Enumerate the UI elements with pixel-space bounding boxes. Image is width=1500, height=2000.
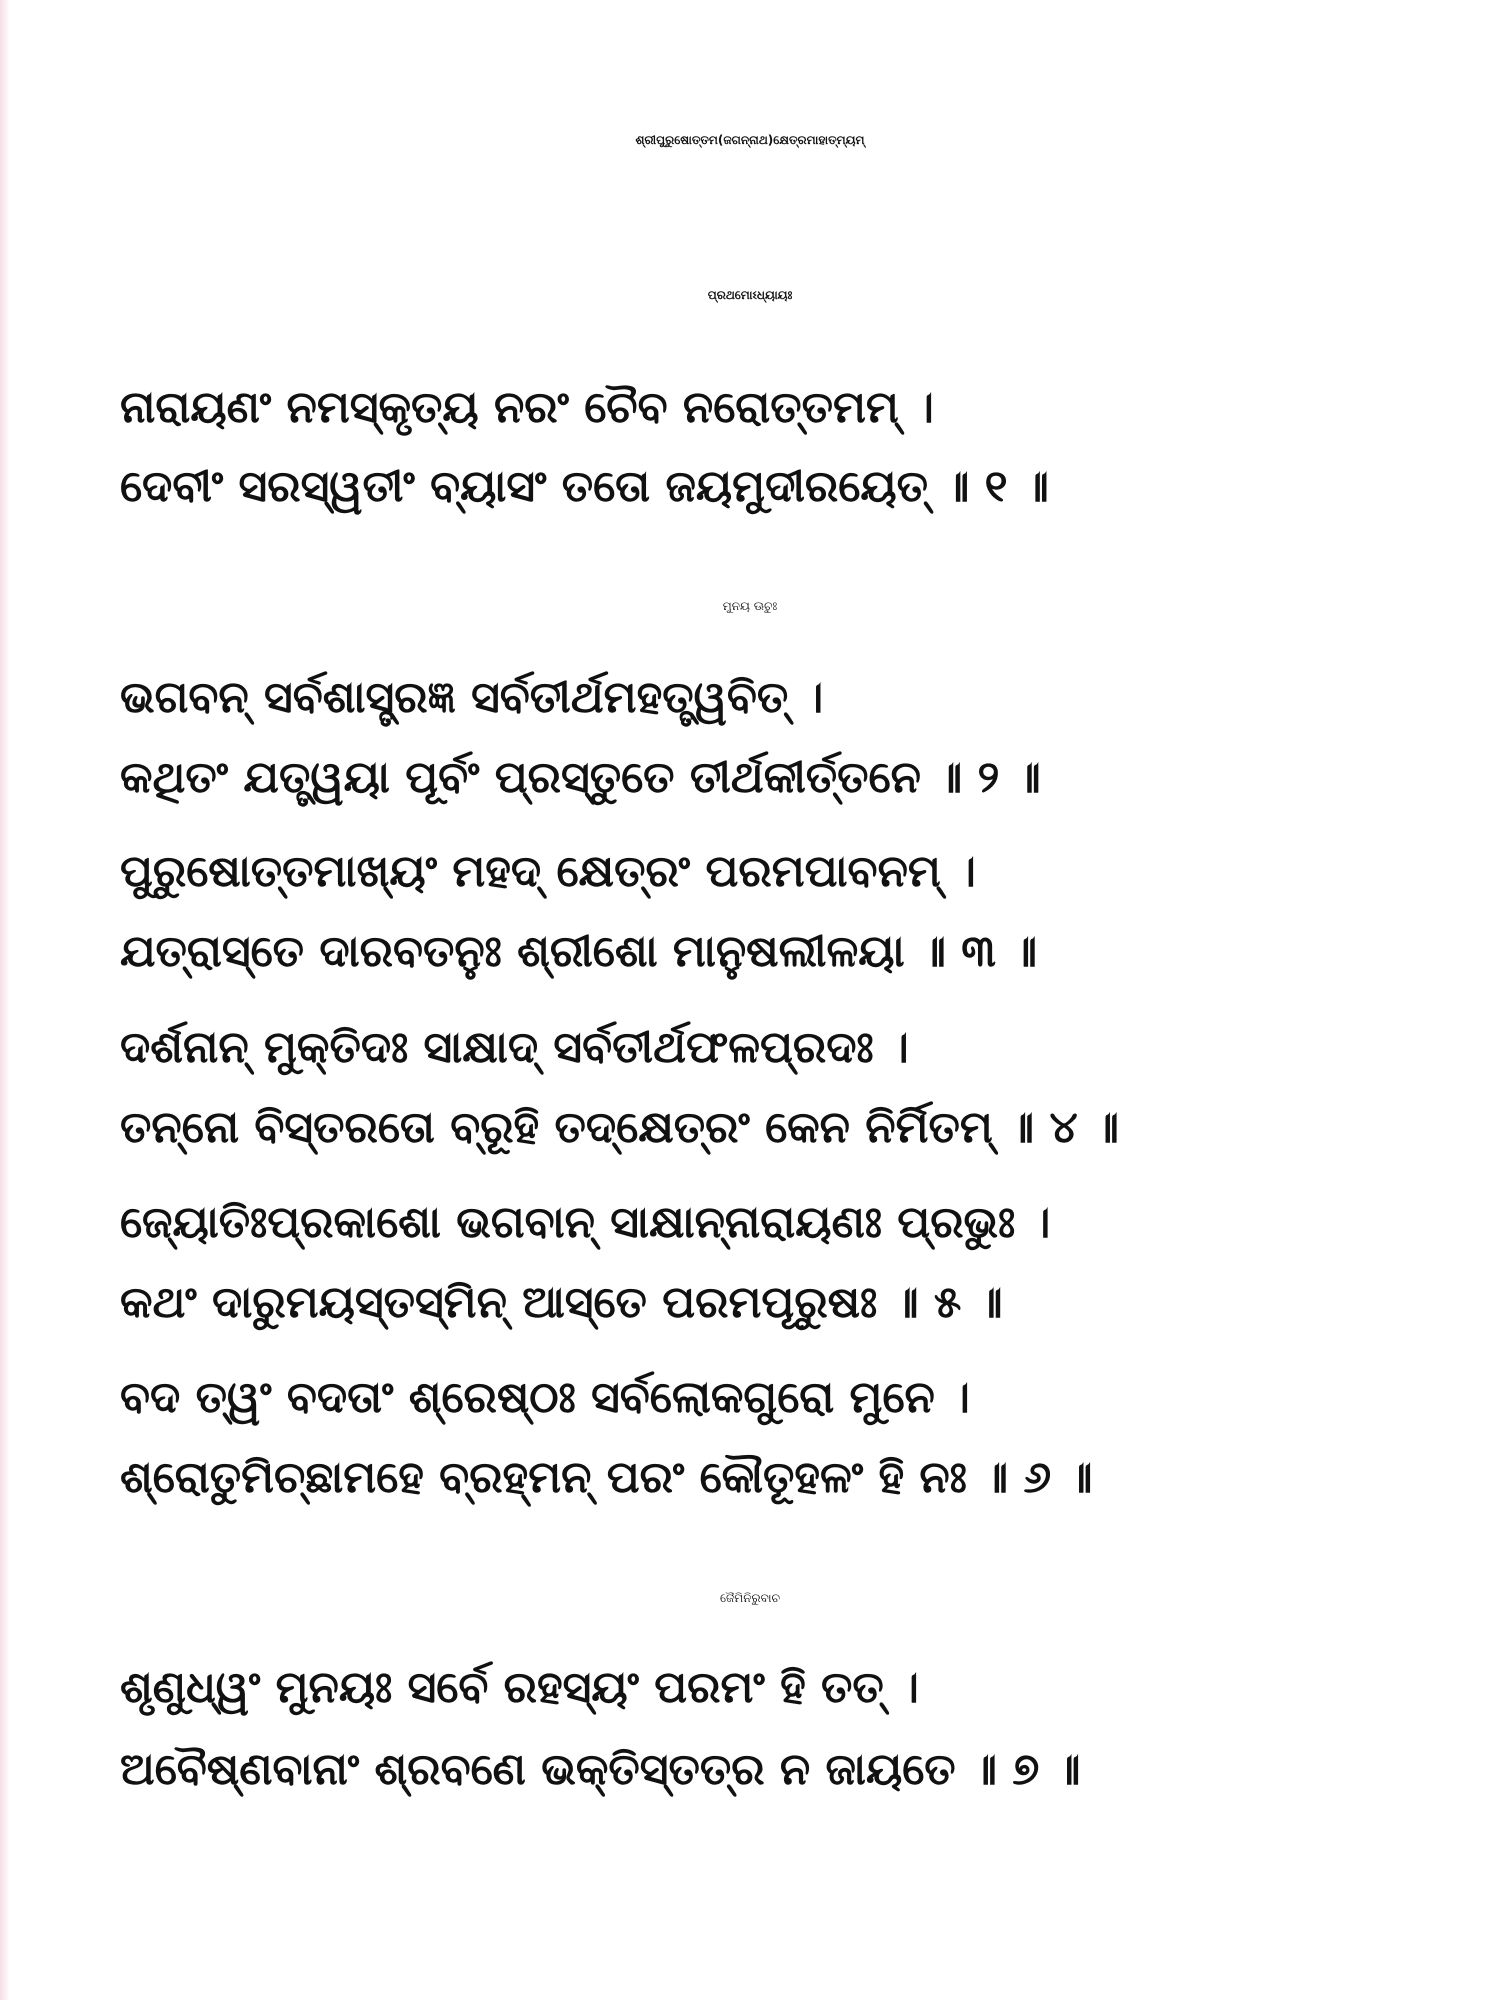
verse-6-line-1: ବଦ ତ୍ୱଂ ବଦତାଂ ଶ୍ରେଷ୍ଠଃ ସର୍ବଲୋକଗୁରୋ ମୁନେ । bbox=[120, 1372, 970, 1423]
page-title: ଶ୍ରୀପୁରୁଷୋତ୍ତମ(ଜଗନ୍ନାଥ)କ୍ଷେତ୍ରମାହାତ୍ମ୍ୟମ୍ bbox=[635, 133, 865, 147]
verse-4-line-2: ତନ୍ନୋ ବିସ୍ତରତୋ ବ୍ରୂହି ତଦ୍‌କ୍ଷେତ୍ରଂ କେନ ନିର୍ମିତମ୍ ॥ ୪ ॥ bbox=[120, 1102, 1119, 1153]
verse-5-line-2: କଥଂ ଦାରୁମୟସ୍ତସ୍ମିନ୍ ଆସ୍ତେ ପରମପୂରୁଷଃ ॥ ୫ ॥ bbox=[120, 1277, 1003, 1328]
verse-2-line-2: କଥିତଂ ଯତ୍ତ୍ୱୟା ପୂର୍ବଂ ପ୍ରସ୍ତୁତେ ତୀର୍ଥକୀର୍ତ୍ତନେ ॥ ୨ ॥ bbox=[120, 752, 1041, 803]
verse-4-line-1: ଦର୍ଶନାନ୍ ମୁକ୍ତିଦଃ ସାକ୍ଷାଦ୍ ସର୍ବତୀର୍ଥଫଳପ୍ରଦଃ । bbox=[120, 1022, 909, 1073]
verse-3-line-1: ପୁରୁଷୋତ୍ତମାଖ୍ୟଂ ମହଦ୍ କ୍ଷେତ୍ରଂ ପରମପାବନମ୍ । bbox=[120, 846, 976, 897]
verse-5-line-1: ଜ୍ୟୋତିଃପ୍ରକାଶୋ ଭଗବାନ୍ ସାକ୍ଷାନ୍ନାରାୟଣଃ ପ୍ରଭୁଃ । bbox=[120, 1197, 1051, 1248]
speaker-heading-jaimini: ଜୈମିନିରୁବାଚ bbox=[719, 1591, 781, 1605]
verse-7-line-1: ଶୃଣୁଧ୍ୱଂ ମୁନୟଃ ସର୍ବେ ରହସ୍ୟଂ ପରମଂ ହି ତତ୍ । bbox=[120, 1662, 919, 1713]
verse-2-line-1: ଭଗବନ୍ ସର୍ବଶାସ୍ତ୍ରଜ୍ଞ ସର୍ବତୀର୍ଥମହତ୍ତ୍ୱବିତ୍ । bbox=[120, 672, 824, 723]
chapter-heading: ପ୍ରଥମୋଽଧ୍ୟାୟଃ bbox=[707, 288, 793, 302]
verse-1-line-1: ନାରାୟଣଂ ନମସ୍କୃତ୍ୟ ନରଂ ଚୈବ ନରୋତ୍ତମମ୍ । bbox=[120, 382, 934, 433]
verse-3-line-2: ଯତ୍ରାସ୍ତେ ଦାରବତନୁଃ ଶ୍ରୀଶୋ ମାନୁଷଲୀଳୟା ॥ ୩ ॥ bbox=[120, 926, 1038, 977]
speaker-heading-sages: ମୁନୟ ଊଚୁଃ bbox=[722, 599, 778, 613]
verse-6-line-2: ଶ୍ରୋତୁମିଚ୍ଛାମହେ ବ୍ରହ୍ମନ୍ ପରଂ କୌତୂହଳଂ ହି ନଃ ॥ ୬ ॥ bbox=[120, 1452, 1093, 1503]
verse-1-line-2: ଦେବୀଂ ସରସ୍ୱତୀଂ ବ୍ୟାସଂ ତତୋ ଜୟମୁଦୀରୟେତ୍ ॥ ୧ ॥ bbox=[120, 461, 1049, 512]
verse-7-line-2: ଅବୈଷ୍ଣବାନାଂ ଶ୍ରବଣେ ଭକ୍ତିସ୍ତତ୍ର ନ ଜାୟତେ ॥ ୭ ॥ bbox=[120, 1744, 1081, 1795]
